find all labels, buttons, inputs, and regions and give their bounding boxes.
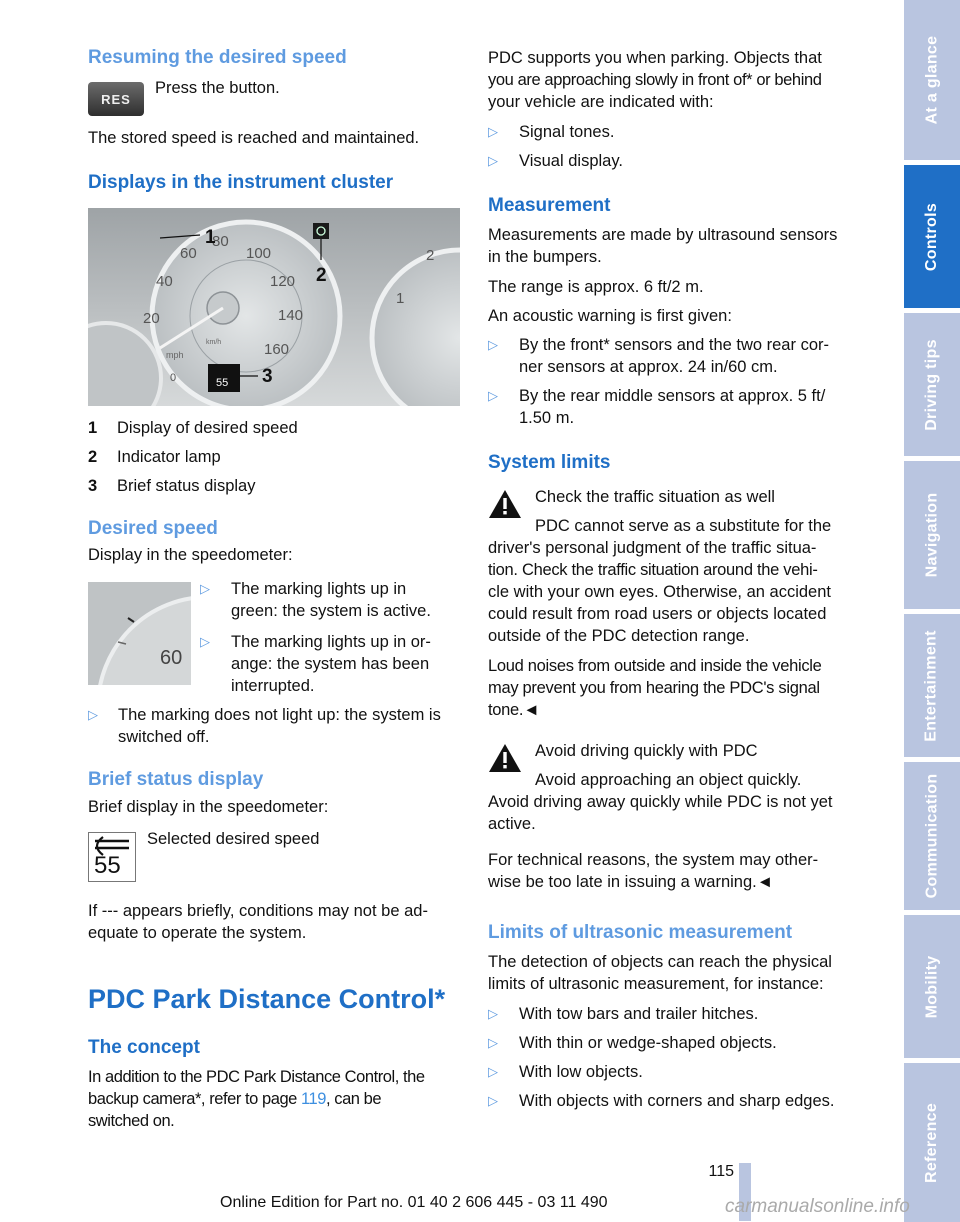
gauge-number: 100	[246, 245, 272, 262]
system-limits-heading: System limits	[488, 452, 611, 473]
gauge-number: 1	[396, 290, 405, 307]
ultrasonic-bullet: ▷ With thin or wedge-shaped objects.	[488, 1034, 777, 1052]
pdc-title: PDC Park Distance Control*	[88, 984, 446, 1014]
tab-mobility[interactable]: Mobility	[904, 915, 960, 1058]
gauge-number: 120	[270, 273, 296, 290]
gauge-number: 0	[170, 372, 177, 384]
bullet-marker-icon: ▷	[488, 388, 498, 403]
page-link[interactable]: 119	[301, 1090, 327, 1108]
tab-navigation[interactable]: Navigation	[904, 461, 960, 609]
bullet-marker-icon: ▷	[488, 337, 498, 352]
concept-heading: The concept	[88, 1037, 200, 1058]
ultrasonic-bullet: ▷ With tow bars and trailer hitches.	[488, 1005, 759, 1023]
acoustic-text: An acoustic warning is first given:	[488, 307, 732, 325]
ultrasonic-heading: Limits of ultrasonic measurement	[488, 922, 793, 943]
gauge-number: 160	[264, 341, 290, 358]
tab-communication[interactable]: Communication	[904, 762, 960, 910]
callout-1: 1	[205, 227, 216, 248]
warning2-title: Avoid driving quickly with PDC	[535, 742, 758, 760]
loud-noises-text: Loud noises from outside and inside the vehicle may prevent you from hearing the PDC's signal tone.◄	[488, 657, 822, 719]
speedometer-marking-image	[88, 582, 191, 685]
measurement-text: Measurements are made by ultrasound sensors in the bumpers.	[488, 226, 838, 266]
dashes-text: If --- appears briefly, conditions may not be ad- equate to operate the system.	[88, 902, 428, 942]
gauge-number: 80	[212, 233, 229, 250]
tab-controls[interactable]: Controls	[904, 165, 960, 308]
ultrasonic-bullet: ▷ With low objects.	[488, 1063, 643, 1081]
desired-bullet-3: ▷ The marking does not light up: the system is switched off.	[88, 706, 441, 746]
concept-text: In addition to the PDC Park Distance Control, the backup camera*, refer to page 119, can be switched on.	[88, 1068, 425, 1130]
bullet-marker-icon: ▷	[488, 1035, 498, 1050]
selected-speed-text: Selected desired speed	[147, 830, 320, 848]
brief-status-heading: Brief status display	[88, 769, 264, 790]
gauge-number: 40	[156, 273, 173, 290]
press-button-text: Press the button.	[155, 79, 280, 97]
gauge-number: 60	[180, 245, 197, 262]
page-number: 115	[708, 1163, 734, 1180]
bullet-marker-icon: ▷	[488, 1093, 498, 1108]
warning2-text: Avoid approaching an object quickly. Avoid driving away quickly while PDC is not yet active.	[488, 771, 833, 833]
section-tabs	[904, 0, 960, 1222]
ultrasonic-bullet: ▷ With objects with corners and sharp edges.	[488, 1092, 835, 1110]
warning1-title: Check the traffic situation as well	[535, 488, 775, 506]
acoustic-bullet: ▷ By the rear middle sensors at approx. 5 ft/ 1.50 m.	[488, 387, 826, 427]
bullet-marker-icon: ▷	[488, 124, 498, 139]
bullet-marker-icon: ▷	[488, 153, 498, 168]
intro-bullet: ▷ Visual display.	[488, 152, 623, 170]
gauge-number: 20	[143, 310, 160, 327]
instrument-cluster-image	[88, 208, 460, 406]
bullet-marker-icon: ▷	[200, 581, 210, 596]
desired-intro: Display in the speedometer:	[88, 546, 293, 564]
brief-status-icon	[88, 832, 136, 882]
technical-text: For technical reasons, the system may other- wise be too late in issuing a warning.◄	[488, 851, 819, 891]
warning1-text: PDC cannot serve as a substitute for the driver's personal judgment of the traffic situa- tion. Check the traffic situation around the vehi- cle with your own eyes. Otherwise, an accident could result from road users or objects located outside of the PDC detection range.	[488, 517, 832, 645]
pdc-intro: PDC supports you when parking. Objects that you are approaching slowly in front of* or behind your vehicle are indicated with:	[488, 49, 822, 111]
bullet-marker-icon: ▷	[488, 1006, 498, 1021]
gauge-number: 2	[426, 247, 435, 264]
watermark: carmanualsonline.info	[725, 1196, 910, 1217]
gauge-number: 140	[278, 307, 304, 324]
measurement-heading: Measurement	[488, 195, 611, 216]
callout-2: 2	[316, 265, 327, 286]
callout-3: 3	[262, 366, 273, 387]
desired-bullet-1: ▷ The marking lights up in green: the system is active.	[200, 580, 431, 620]
bullet-marker-icon: ▷	[488, 1064, 498, 1079]
bullet-marker-icon: ▷	[88, 707, 98, 722]
mph-label: mph	[166, 350, 184, 360]
status-55-label: 55	[216, 377, 229, 389]
tab-at-a-glance[interactable]: At a glance	[904, 0, 960, 160]
stored-speed-text: The stored speed is reached and maintained.	[88, 129, 420, 147]
brief-intro: Brief display in the speedometer:	[88, 798, 329, 816]
brief-status-value: 55	[94, 852, 121, 879]
displays-heading: Displays in the instrument cluster	[88, 172, 394, 193]
kmh-label: km/h	[206, 339, 222, 346]
tab-driving-tips[interactable]: Driving tips	[904, 313, 960, 456]
acoustic-bullet: ▷ By the front* sensors and the two rear cor- ner sensors at approx. 24 in/60 cm.	[488, 336, 829, 376]
intro-bullet: ▷ Signal tones.	[488, 123, 615, 141]
desired-speed-heading: Desired speed	[88, 518, 218, 539]
legend-item: 1 Display of desired speed	[88, 419, 298, 437]
resuming-heading: Resuming the desired speed	[88, 47, 347, 68]
legend-item: 2 Indicator lamp	[88, 448, 221, 466]
footer-edition: Online Edition for Part no. 01 40 2 606 445 - 03 11 490	[220, 1194, 608, 1211]
tab-entertainment[interactable]: Entertainment	[904, 614, 960, 757]
bullet-marker-icon: ▷	[200, 634, 210, 649]
tab-reference[interactable]: Reference	[904, 1063, 960, 1222]
res-button-icon: RES	[88, 82, 144, 116]
speedometer-number: 60	[160, 647, 183, 669]
range-text: The range is approx. 6 ft/2 m.	[488, 278, 704, 296]
legend-item: 3 Brief status display	[88, 477, 256, 495]
desired-bullet-2: ▷ The marking lights up in or- ange: the system has been interrupted.	[200, 633, 431, 695]
ultrasonic-text: The detection of objects can reach the physical limits of ultrasonic measurement, for instance:	[488, 953, 832, 993]
